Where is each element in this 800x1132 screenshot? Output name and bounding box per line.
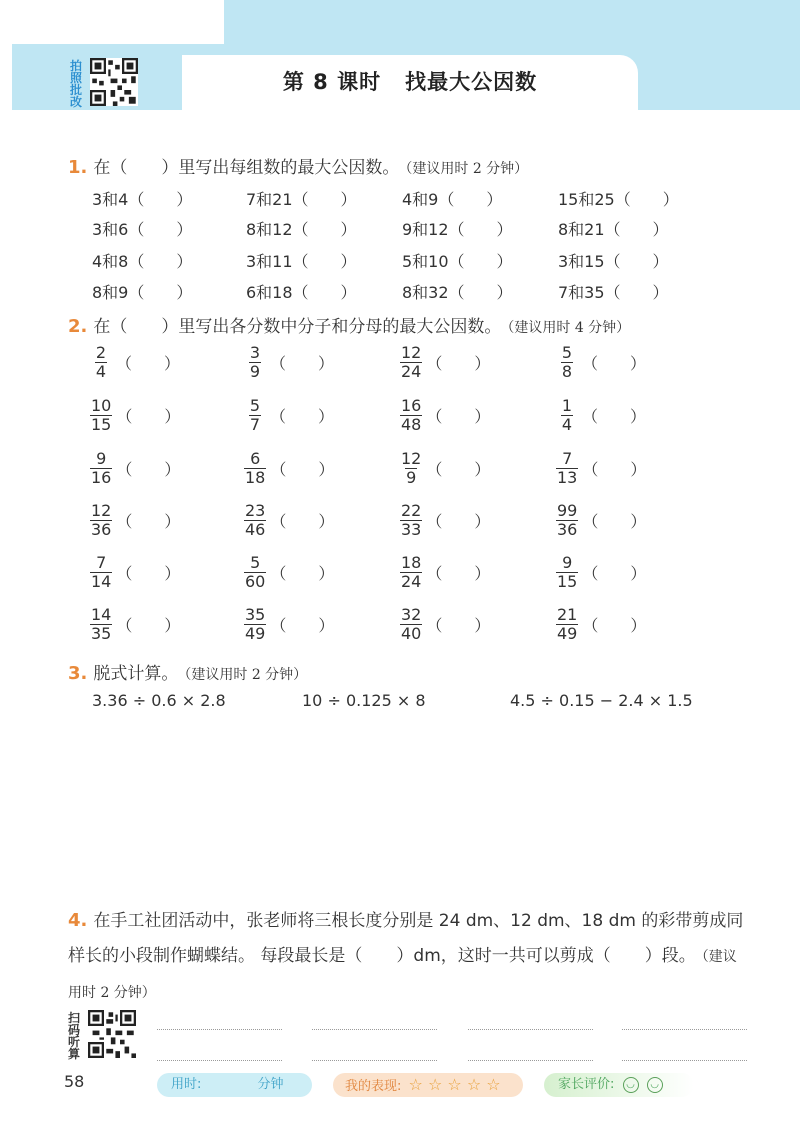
gcf-pair-item	[92, 280, 192, 303]
denominator: 40	[401, 624, 422, 643]
calc-expression: 4.5 ÷ 0.15 − 2.4 × 1.5	[510, 691, 693, 710]
gcf-pair-item	[246, 187, 357, 210]
number-pair: 7和35	[558, 283, 605, 302]
side-char: 批	[69, 83, 82, 97]
q1-text: 在（ ）里写出每组数的最大公因数。	[93, 158, 400, 178]
answer-line	[157, 1060, 282, 1061]
gcf-pair-item	[92, 187, 192, 210]
gcf-pair-item	[402, 217, 513, 240]
q3-number: 3.	[68, 663, 88, 684]
answer-blank[interactable]: （ ）	[582, 616, 647, 635]
fraction	[244, 606, 266, 643]
page-title	[182, 66, 638, 96]
fraction-item	[244, 344, 334, 381]
answer-line	[468, 1060, 593, 1061]
fraction	[244, 397, 266, 434]
answer-blank[interactable]: （ ）	[128, 190, 193, 209]
numerator: 5	[250, 553, 261, 572]
self-rating[interactable]	[333, 1073, 523, 1097]
fraction	[244, 502, 266, 539]
fraction-item	[400, 450, 490, 487]
fraction	[400, 397, 422, 434]
q2-heading	[68, 312, 630, 337]
scan-to-grade-label	[68, 60, 84, 108]
header-left-strip	[12, 60, 67, 110]
numerator: 18	[401, 553, 422, 572]
gcf-pair-item	[558, 187, 679, 210]
fraction-item	[90, 606, 180, 643]
fraction-item	[556, 450, 646, 487]
answer-blank[interactable]: （ ）	[270, 616, 335, 635]
answer-blank[interactable]: （ ）	[614, 190, 679, 209]
answer-line	[312, 1060, 437, 1061]
answer-blank[interactable]: （ ）	[292, 283, 357, 302]
denominator: 4	[95, 362, 107, 381]
fraction	[400, 344, 422, 381]
numerator: 99	[557, 501, 578, 520]
fraction-item	[400, 397, 490, 434]
q1-hint: （建议用时 2 分钟）	[405, 161, 529, 177]
numerator: 2	[95, 343, 107, 362]
gcf-pair-item	[558, 217, 669, 240]
fraction	[400, 502, 422, 539]
answer-blank[interactable]: （ ）	[426, 460, 491, 479]
gcf-pair-item	[558, 280, 669, 303]
numerator: 12	[401, 449, 422, 468]
answer-line	[468, 1029, 593, 1030]
answer-blank[interactable]: （ ）	[116, 616, 181, 635]
denominator: 46	[245, 520, 266, 539]
answer-blank[interactable]: （ ）	[448, 283, 513, 302]
numerator: 12	[401, 343, 422, 362]
time-unit: 分钟	[257, 1077, 284, 1092]
fraction-item	[244, 554, 334, 591]
time-label: 用时:	[171, 1077, 202, 1092]
answer-blank[interactable]: （ ）	[426, 564, 491, 583]
numerator: 22	[401, 501, 422, 520]
number-pair: 4和9	[402, 190, 439, 209]
perf-label: 我的表现:	[345, 1079, 402, 1094]
q4-number: 4.	[68, 910, 88, 931]
fraction	[400, 450, 422, 487]
answer-blank[interactable]: （ ）	[582, 354, 647, 373]
scan-to-listen-label	[66, 1012, 82, 1060]
side-char: 扫	[67, 1011, 80, 1025]
denominator: 49	[557, 624, 578, 643]
fraction-item	[90, 344, 180, 381]
number-pair: 9和12	[402, 220, 449, 239]
fraction	[400, 554, 422, 591]
denominator: 36	[557, 520, 578, 539]
answer-blank[interactable]: （ ）	[116, 564, 181, 583]
answer-blank[interactable]: （ ）	[448, 220, 513, 239]
qr-code-icon[interactable]	[90, 58, 138, 106]
answer-blank[interactable]: （ ）	[128, 283, 193, 302]
parent-rating[interactable]	[544, 1073, 694, 1097]
fraction-item	[400, 502, 490, 539]
q4-text: 在手工社团活动中，张老师将三根长度分别是 24 dm、12 dm、18 dm 的彩带剪成同样长的小段制作蝴蝶结。 每段最长是（ ）dm，这时一共可以剪成（ ）段。	[68, 911, 744, 966]
denominator: 33	[401, 520, 422, 539]
smiley-icon[interactable]: ◡	[623, 1077, 639, 1093]
denominator: 14	[91, 572, 112, 591]
answer-blank[interactable]: （ ）	[604, 283, 669, 302]
answer-blank[interactable]: （ ）	[582, 460, 647, 479]
answer-line	[312, 1029, 437, 1030]
number-pair: 8和21	[558, 220, 605, 239]
smiley-icon[interactable]: ◡	[647, 1077, 663, 1093]
q3-text: 脱式计算。	[93, 664, 179, 684]
fraction-item	[400, 554, 490, 591]
star-rating-icon[interactable]: ☆ ☆ ☆ ☆ ☆	[408, 1075, 501, 1094]
fraction	[90, 554, 112, 591]
answer-blank[interactable]: （ ）	[270, 407, 335, 426]
answer-blank[interactable]: （ ）	[116, 460, 181, 479]
denominator: 8	[561, 362, 573, 381]
fraction-item	[400, 344, 490, 381]
gcf-pair-item	[402, 249, 513, 272]
side-char: 照	[69, 71, 82, 85]
denominator: 36	[91, 520, 112, 539]
answer-blank[interactable]: （ ）	[438, 190, 503, 209]
side-char: 码	[67, 1023, 80, 1037]
denominator: 13	[557, 468, 578, 487]
fraction-item	[556, 606, 646, 643]
gcf-pair-item	[402, 280, 513, 303]
answer-blank[interactable]: （ ）	[128, 252, 193, 271]
number-pair: 15和25	[558, 190, 615, 209]
answer-blank[interactable]: （ ）	[270, 460, 335, 479]
number-pair: 3和6	[92, 220, 129, 239]
denominator: 4	[561, 415, 573, 434]
number-pair: 4和8	[92, 252, 129, 271]
fraction-item	[556, 344, 646, 381]
numerator: 21	[557, 605, 578, 624]
gcf-pair-item	[246, 217, 357, 240]
number-pair: 8和9	[92, 283, 129, 302]
fraction	[400, 606, 422, 643]
answer-blank[interactable]: （ ）	[116, 512, 181, 531]
q3-hint: （建议用时 2 分钟）	[184, 667, 308, 683]
number-pair: 8和32	[402, 283, 449, 302]
denominator: 9	[249, 362, 261, 381]
denominator: 15	[557, 572, 578, 591]
q4-hint: （建议用时 2 分钟）	[68, 949, 737, 1001]
parent-label: 家长评价:	[558, 1077, 615, 1092]
fraction-item	[556, 397, 646, 434]
q1-number: 1.	[68, 157, 88, 178]
denominator: 18	[245, 468, 266, 487]
fraction	[244, 554, 266, 591]
denominator: 9	[406, 468, 417, 487]
answer-blank[interactable]: （ ）	[604, 252, 669, 271]
calc-expression: 3.36 ÷ 0.6 × 2.8	[92, 691, 226, 710]
fraction-item	[556, 502, 646, 539]
number-pair: 5和10	[402, 252, 449, 271]
fraction	[556, 554, 578, 591]
numerator: 35	[245, 605, 266, 624]
numerator: 9	[562, 553, 573, 572]
denominator: 49	[245, 624, 266, 643]
numerator: 10	[91, 396, 112, 415]
numerator: 5	[249, 396, 261, 415]
fraction	[90, 502, 112, 539]
fraction	[90, 606, 112, 643]
q2-number: 2.	[68, 316, 88, 337]
q2-text: 在（ ）里写出各分数中分子和分母的最大公因数。	[93, 317, 502, 337]
answer-blank[interactable]: （ ）	[292, 190, 357, 209]
answer-blank[interactable]: （ ）	[116, 354, 181, 373]
q3-heading	[68, 659, 307, 684]
q1-heading	[68, 153, 528, 178]
answer-blank[interactable]: （ ）	[448, 252, 513, 271]
fraction-item	[400, 606, 490, 643]
fraction	[90, 450, 112, 487]
denominator: 48	[401, 415, 422, 434]
gcf-pair-item	[92, 217, 192, 240]
answer-blank[interactable]: （ ）	[270, 512, 335, 531]
time-spent-field[interactable]	[157, 1073, 312, 1097]
side-char: 听	[67, 1035, 80, 1049]
q4-block	[68, 903, 750, 1011]
number-pair: 8和12	[246, 220, 293, 239]
fraction	[244, 450, 266, 487]
side-char: 改	[69, 95, 82, 109]
fraction	[90, 397, 112, 434]
fraction	[556, 397, 578, 434]
fraction-item	[244, 502, 334, 539]
numerator: 14	[91, 605, 112, 624]
denominator: 7	[249, 415, 261, 434]
calc-expression: 10 ÷ 0.125 × 8	[302, 691, 426, 710]
answer-blank[interactable]: （ ）	[128, 220, 193, 239]
number-pair: 6和18	[246, 283, 293, 302]
numerator: 32	[401, 605, 422, 624]
answer-blank[interactable]: （ ）	[426, 512, 491, 531]
numerator: 16	[401, 396, 422, 415]
number-pair: 3和11	[246, 252, 293, 271]
answer-line	[622, 1029, 747, 1030]
gcf-pair-item	[246, 249, 357, 272]
gcf-pair-item	[246, 280, 357, 303]
denominator: 15	[91, 415, 112, 434]
numerator: 7	[562, 449, 573, 468]
denominator: 35	[91, 624, 112, 643]
gcf-pair-item	[402, 187, 502, 210]
answer-blank[interactable]: （ ）	[426, 407, 491, 426]
lesson-number: 第 8 课时	[282, 70, 382, 94]
number-pair: 3和4	[92, 190, 129, 209]
answer-blank[interactable]: （ ）	[292, 220, 357, 239]
numerator: 9	[96, 449, 107, 468]
numerator: 12	[91, 501, 112, 520]
fraction-item	[90, 554, 180, 591]
gcf-pair-item	[92, 249, 192, 272]
header-notch	[12, 0, 224, 44]
fraction	[244, 344, 266, 381]
answer-blank[interactable]: （ ）	[426, 616, 491, 635]
denominator: 16	[91, 468, 112, 487]
denominator: 24	[401, 362, 422, 381]
answer-blank[interactable]: （ ）	[604, 220, 669, 239]
fraction	[90, 344, 112, 381]
fraction-item	[90, 397, 180, 434]
answer-line	[622, 1060, 747, 1061]
fraction-item	[90, 450, 180, 487]
numerator: 23	[245, 501, 266, 520]
fraction-item	[244, 450, 334, 487]
answer-blank[interactable]: （ ）	[582, 564, 647, 583]
fraction-item	[90, 502, 180, 539]
answer-blank[interactable]: （ ）	[582, 407, 647, 426]
fraction-item	[244, 606, 334, 643]
fraction	[556, 502, 578, 539]
numerator: 7	[96, 553, 107, 572]
answer-blank[interactable]: （ ）	[270, 354, 335, 373]
fraction	[556, 606, 578, 643]
answer-blank[interactable]: （ ）	[582, 512, 647, 531]
answer-blank[interactable]: （ ）	[292, 252, 357, 271]
fraction	[556, 344, 578, 381]
side-char: 拍	[69, 59, 82, 73]
numerator: 5	[561, 343, 573, 362]
answer-line	[157, 1029, 282, 1030]
denominator: 24	[401, 572, 422, 591]
number-pair: 3和15	[558, 252, 605, 271]
qr-code-icon[interactable]	[88, 1010, 136, 1058]
fraction-item	[244, 397, 334, 434]
numerator: 3	[249, 343, 261, 362]
numerator: 1	[561, 396, 573, 415]
gcf-pair-item	[558, 249, 669, 272]
page-number: 58	[64, 1072, 85, 1091]
lesson-topic: 找最大公因数	[405, 70, 538, 94]
numerator: 6	[250, 449, 261, 468]
side-char: 算	[67, 1047, 80, 1061]
denominator: 60	[245, 572, 266, 591]
answer-blank[interactable]: （ ）	[426, 354, 491, 373]
fraction-item	[556, 554, 646, 591]
number-pair: 7和21	[246, 190, 293, 209]
q2-hint: （建议用时 4 分钟）	[507, 320, 631, 336]
answer-blank[interactable]: （ ）	[116, 407, 181, 426]
answer-blank[interactable]: （ ）	[270, 564, 335, 583]
fraction	[556, 450, 578, 487]
